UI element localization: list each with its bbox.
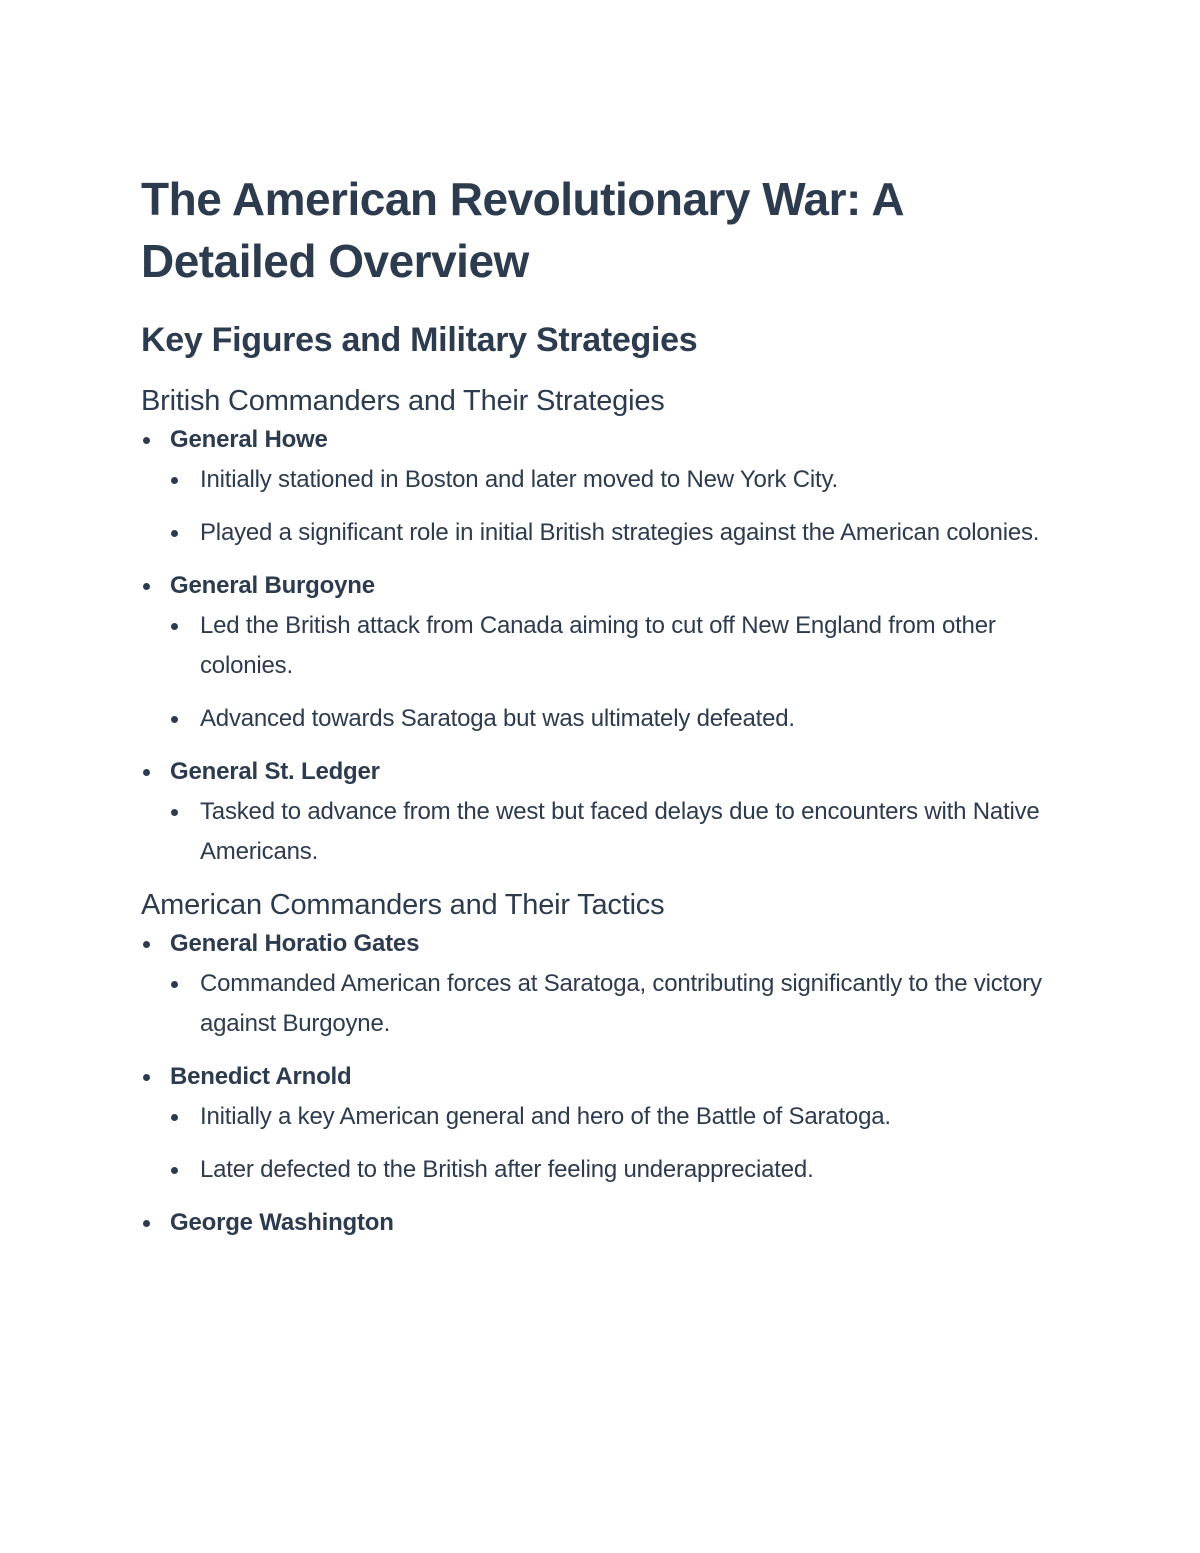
commander-details: [170, 460, 1071, 553]
commander-details: [170, 606, 1071, 739]
detail-item: [170, 1097, 1071, 1137]
commander-item: [141, 752, 1071, 872]
commander-item: [141, 1057, 1071, 1190]
commander-details: [170, 964, 1071, 1044]
detail-text: Later defected to the British after feeling underappreciated.: [200, 1156, 814, 1183]
document-title: The American Revolutionary War: A Detailed Overview: [141, 173, 903, 287]
bullet-icon: [143, 437, 150, 444]
document-page: [141, 168, 1071, 1243]
american-commanders-list: [141, 924, 1071, 1243]
bullet-icon: [143, 941, 150, 948]
bullet-icon: [143, 1220, 150, 1227]
commander-name: General Howe: [170, 426, 328, 453]
detail-text: Tasked to advance from the west but faced delays due to encounters with Native Americans.: [200, 798, 1040, 865]
bullet-icon: [171, 530, 178, 537]
bullet-icon: [171, 981, 178, 988]
american-commanders-heading: American Commanders and Their Tactics: [141, 889, 665, 921]
detail-item: [170, 964, 1071, 1044]
bullet-icon: [171, 809, 178, 816]
commander-name: General Horatio Gates: [170, 930, 420, 957]
british-commanders-list: [141, 420, 1071, 872]
detail-item: [170, 699, 1071, 739]
commander-name: Benedict Arnold: [170, 1063, 352, 1090]
detail-item: [170, 1150, 1071, 1190]
section-heading: Key Figures and Military Strategies: [141, 321, 698, 359]
detail-text: Advanced towards Saratoga but was ultimately defeated.: [200, 705, 795, 732]
commander-item: [141, 924, 1071, 1044]
detail-text: Played a significant role in initial British strategies against the American colonies.: [200, 519, 1040, 546]
bullet-icon: [143, 769, 150, 776]
bullet-icon: [171, 716, 178, 723]
detail-item: [170, 460, 1071, 500]
detail-item: [170, 513, 1071, 553]
commander-item: [141, 566, 1071, 739]
bullet-icon: [143, 1074, 150, 1081]
detail-item: [170, 792, 1071, 872]
commander-name: General Burgoyne: [170, 572, 375, 599]
commander-details: [170, 1097, 1071, 1190]
bullet-icon: [171, 623, 178, 630]
detail-text: Commanded American forces at Saratoga, contributing significantly to the victory against Burgoyne.: [200, 970, 1042, 1037]
commander-name: General St. Ledger: [170, 758, 380, 785]
detail-text: Initially stationed in Boston and later moved to New York City.: [200, 466, 838, 493]
detail-text: Initially a key American general and hero of the Battle of Saratoga.: [200, 1103, 891, 1130]
detail-text: Led the British attack from Canada aiming to cut off New England from other colonies.: [200, 612, 996, 679]
commander-name: George Washington: [170, 1209, 394, 1236]
british-commanders-heading: British Commanders and Their Strategies: [141, 385, 665, 417]
commander-item: [141, 420, 1071, 553]
detail-item: [170, 606, 1071, 686]
commander-details: [170, 792, 1071, 872]
bullet-icon: [171, 1114, 178, 1121]
bullet-icon: [143, 583, 150, 590]
commander-item: [141, 1203, 1071, 1243]
bullet-icon: [171, 1167, 178, 1174]
bullet-icon: [171, 477, 178, 484]
